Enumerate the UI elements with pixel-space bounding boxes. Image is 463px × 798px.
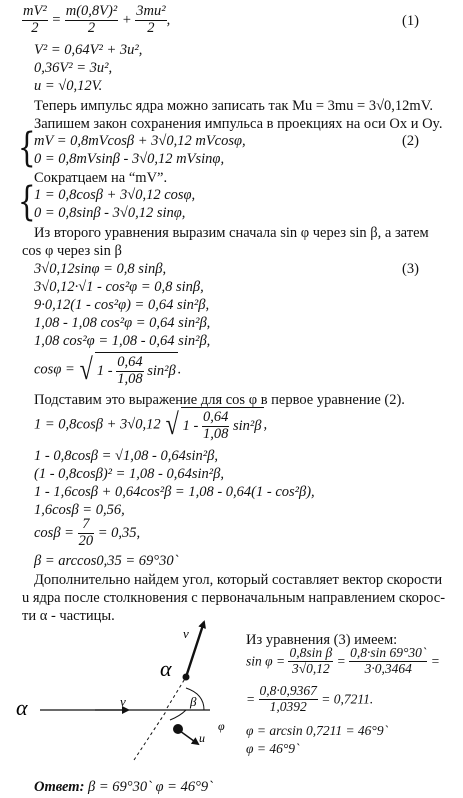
radical: √ xyxy=(80,352,94,386)
step-line: u = √0,12V. xyxy=(34,78,103,94)
step-line: 9·0,12(1 - cos²φ) = 0,64 sin²β, xyxy=(34,297,210,313)
v-top-label: v xyxy=(183,626,189,641)
answer-label: Ответ: xyxy=(34,779,85,795)
phi-label: φ xyxy=(218,719,225,733)
radical: √ xyxy=(165,407,180,441)
equation-1-tag: (1) xyxy=(402,13,419,29)
right-heading: Из уравнения (3) имеем: xyxy=(246,632,398,648)
step-line: V² = 0,64V² + 3u², xyxy=(34,42,143,58)
right-line-4: φ = 46°9` xyxy=(246,741,300,756)
step-line: 1 - 0,8cosβ = √1,08 - 0,64sin²β, xyxy=(34,448,218,464)
substitution-formula: 1 = 0,8cosβ + 3√0,12 √ 1 - $\frac{0,64}{1,08}$ sin²β , xyxy=(34,407,268,442)
system-brace: { xyxy=(17,179,36,225)
step-line: 3√0,12·√1 - cos²φ = 0,8 sinβ, xyxy=(34,279,204,295)
alpha-particle-dot xyxy=(183,674,190,681)
nucleus-dot xyxy=(173,724,183,734)
step-line: 1,08 cos²φ = 1,08 - 0,64 sin²β, xyxy=(34,333,211,349)
cos-phi-formula: cosφ = √ 1 - $\frac{0,64}{1,08}$ sin²β . xyxy=(34,352,182,387)
step-line: 1,08 - 1,08 cos²φ = 0,64 sin²β, xyxy=(34,315,211,331)
nucleus-velocity-arrow xyxy=(180,731,198,744)
system-3-line: 1 = 0,8cosβ + 3√0,12 cosφ, xyxy=(34,187,196,203)
paragraph-additional: Дополнительно найдем угол, который составляет вектор скорости xyxy=(34,572,443,588)
alpha-path-line xyxy=(167,677,186,708)
right-line-1: sin φ = $\frac{\text{0,8sin β}}{3√0,12}$ = $\frac{0,8\cdot\sin 69^\circ 30`}{3\cdot 0,3464}$ = xyxy=(246,645,440,676)
equation-3-tag: (3) xyxy=(402,261,419,277)
right-line-2: = $\frac{0,8\cdot 0,9367}{1,0392}$ = 0,7211. xyxy=(246,683,374,714)
system-2-line: 0 = 0,8mVsinβ - 3√0,12 mVsinφ, xyxy=(34,151,225,167)
beta-result: β = arccos0,35 = 69°30` xyxy=(34,553,179,569)
cos-beta-formula: cosβ = $\frac{7}{20}$ = 0,35, xyxy=(34,516,141,549)
equation-2-tag: (2) xyxy=(402,133,419,149)
alpha-left-label: α xyxy=(16,695,28,720)
system-brace: { xyxy=(17,125,36,171)
answer-value: β = 69°30` φ = 46°9` xyxy=(88,779,213,795)
equation-1: $\frac{\text{mV²}}{2}$ = $\frac{\text{m(0,8V)²}}{2}$ + $\frac{\text{3mu²}}{2}$ , xyxy=(23,3,171,36)
answer-line xyxy=(34,780,213,795)
u-label: u xyxy=(199,731,205,745)
v-left-label: v xyxy=(120,694,126,709)
alpha-top-label: α xyxy=(160,656,172,681)
beta-label: β xyxy=(190,694,197,709)
paragraph-express-cont: cos φ через sin β xyxy=(22,243,122,259)
paragraph-additional-cont: u ядра после столкновения с первоначальным направлением скорос- xyxy=(22,590,446,606)
nucleus-path-line xyxy=(134,710,167,760)
phi-angle-arc xyxy=(170,710,186,720)
paragraph-cancel: Сократцаем на “mV”. xyxy=(34,170,168,186)
step-line: 0,36V² = 3u², xyxy=(34,60,113,76)
paragraph-momentum: Теперь импульс ядра можно записать так Mu = 3mu = 3√0,12mV. xyxy=(34,98,433,114)
paragraph-additional-end: ти α - частицы. xyxy=(22,608,115,624)
step-line: 3√0,12sinφ = 0,8 sinβ, xyxy=(34,261,167,277)
step-line: 1,6cosβ = 0,56, xyxy=(34,502,125,518)
paragraph-express: Из второго уравнения выразим сначала sin φ через sin β, а затем xyxy=(34,225,429,241)
step-line: (1 - 0,8cosβ)² = 1,08 - 0,64sin²β, xyxy=(34,466,224,482)
step-line: 1 - 1,6cosβ + 0,64cos²β = 1,08 - 0,64(1 - cos²β), xyxy=(34,484,315,500)
collision-diagram xyxy=(0,612,240,772)
system-2-line: mV = 0,8mVcosβ + 3√0,12 mVcosφ, xyxy=(34,133,246,149)
paragraph-substitute: Подставим это выражение для cos φ в первое уравнение (2). xyxy=(34,392,405,408)
right-line-3: φ = arcsin 0,7211 = 46°9` xyxy=(246,723,389,738)
system-3-line: 0 = 0,8sinβ - 3√0,12 sinφ, xyxy=(34,205,186,221)
paragraph-conservation: Запишем закон сохранения импульса в проекциях на оси Ox и Oy. xyxy=(34,116,443,132)
